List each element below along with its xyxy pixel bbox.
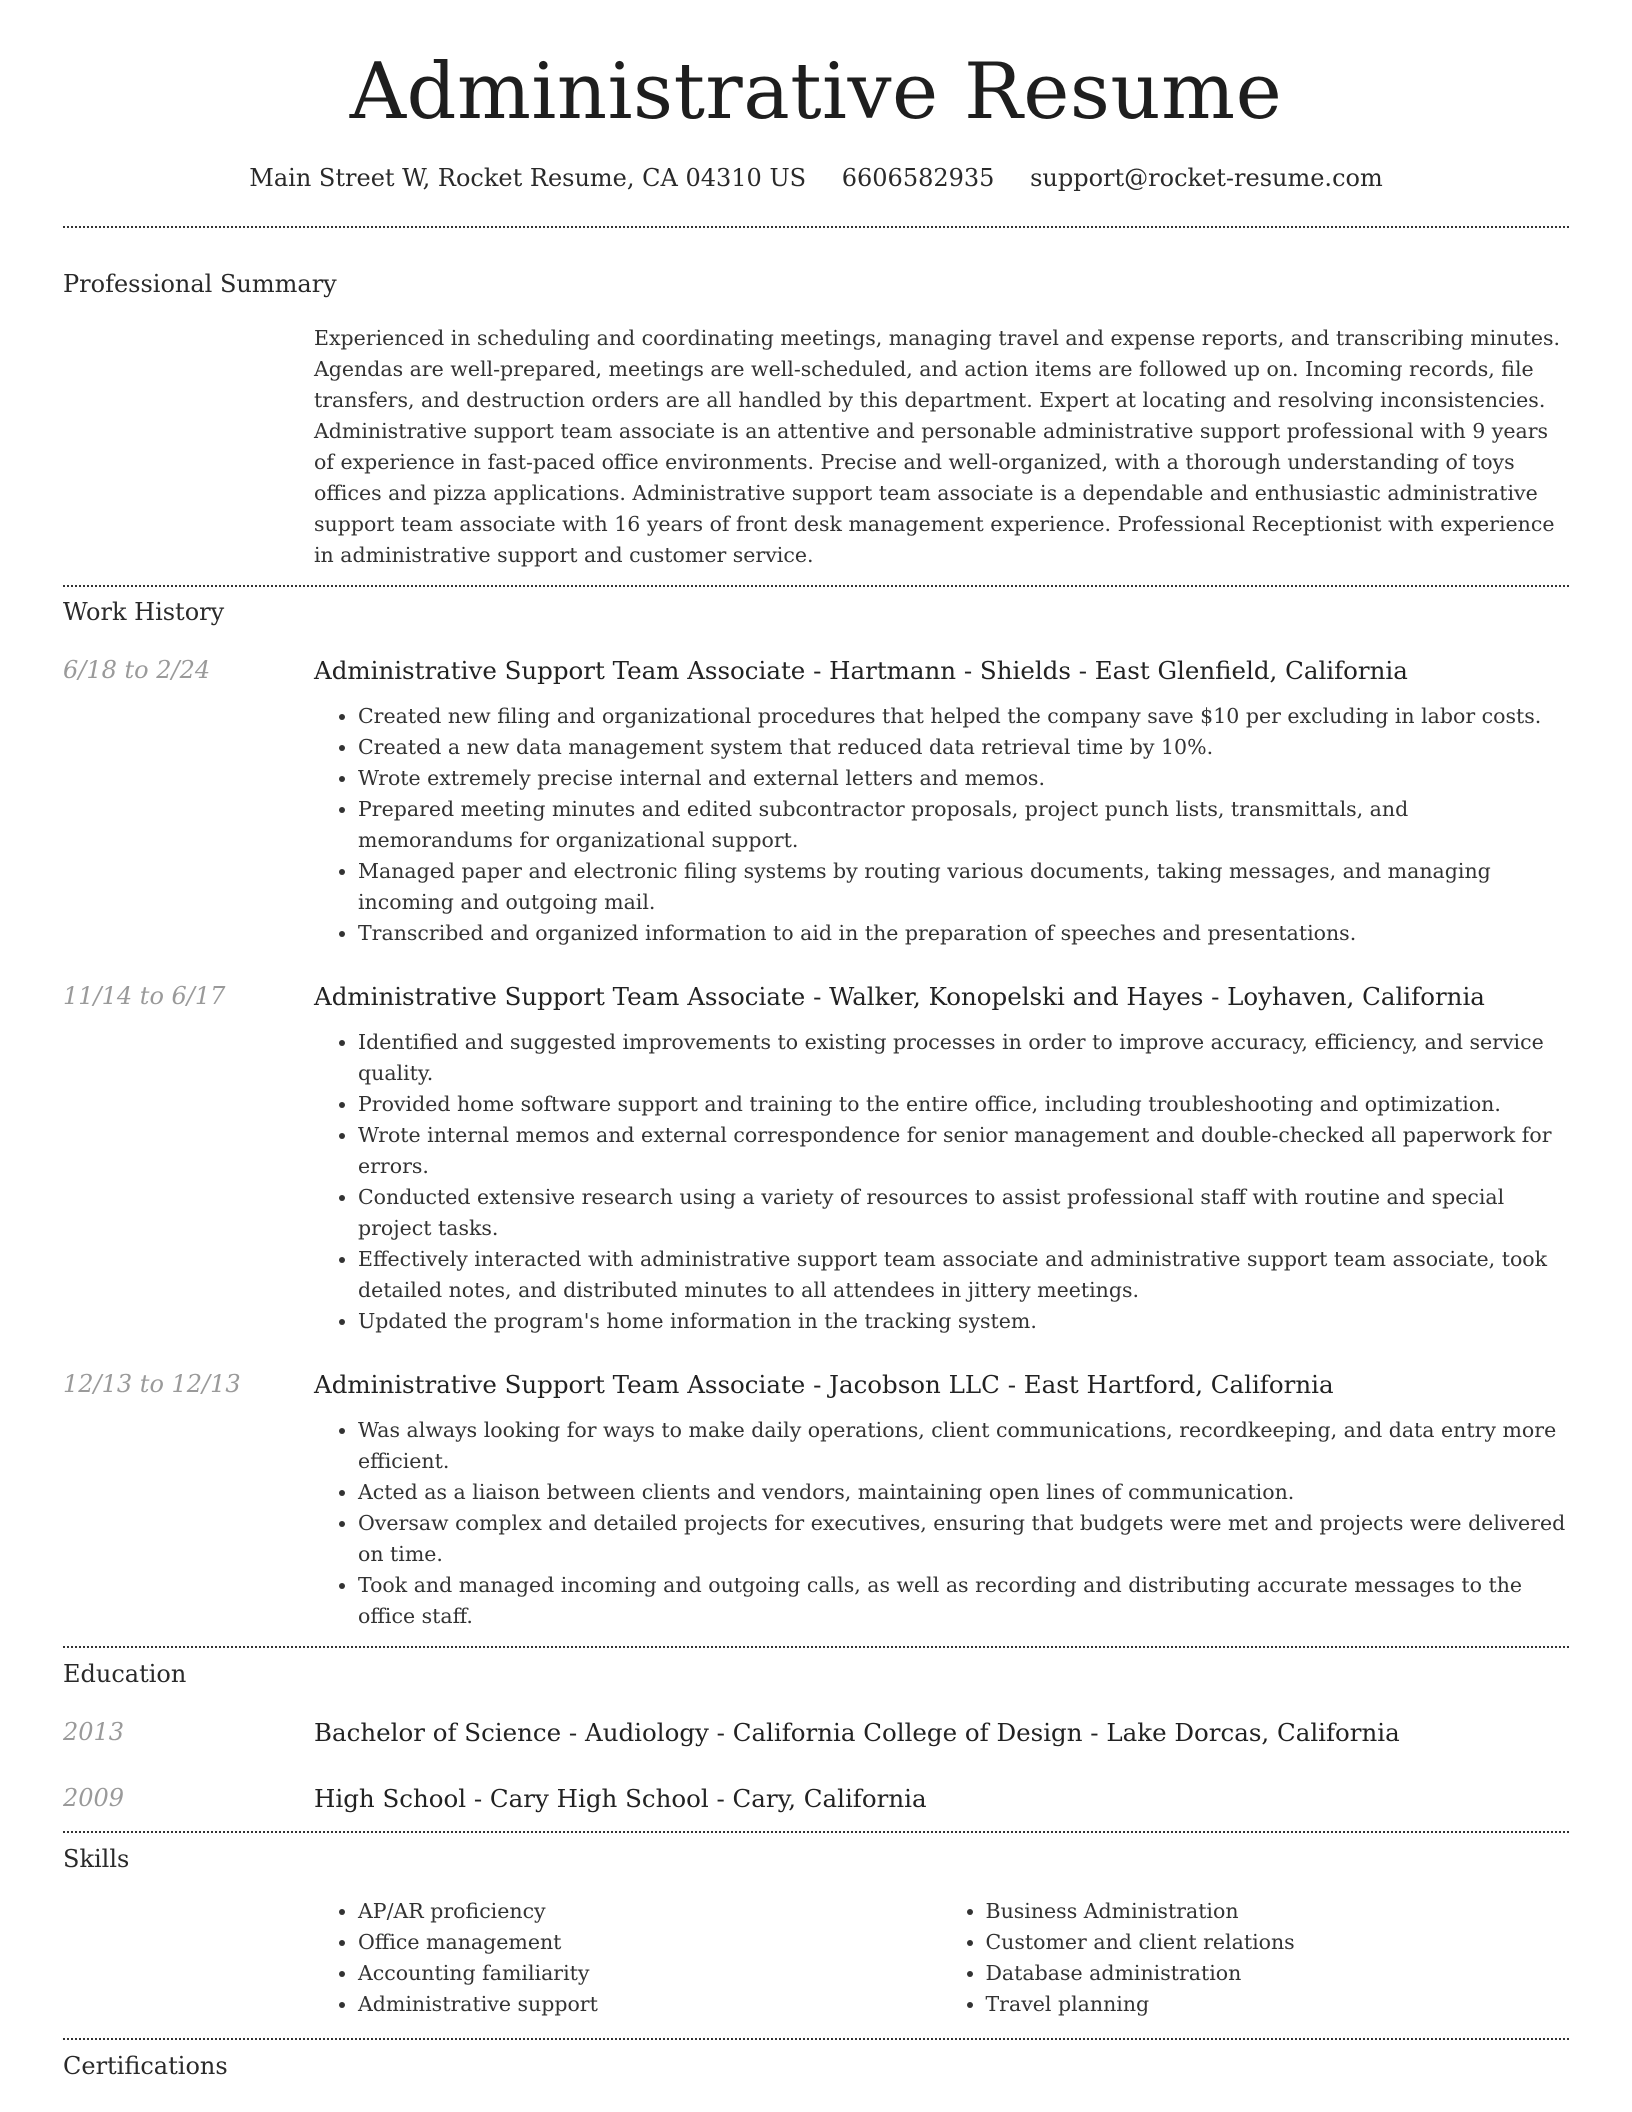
resume-name: Administrative Resume [349, 47, 1283, 137]
education-text: Bachelor of Science - Audiology - California College of Design - Lake Dorcas, California [314, 1717, 1400, 1747]
list-item: • Prepared meeting minutes and edited subcontractor proposals, project punch lists, transmittals, and memorandums for organizational support. [358, 794, 1569, 856]
section-title-summary: Professional Summary [63, 269, 337, 298]
list-item: • Customer and client relations [986, 1927, 1570, 1958]
summary-spacer [63, 323, 314, 571]
list-item: • Database administration [986, 1958, 1570, 1989]
list-item: • AP/AR proficiency [358, 1896, 942, 1927]
section-title-work: Work History [63, 597, 225, 626]
list-item: • Transcribed and organized information to aid in the preparation of speeches and presentations. [358, 918, 1569, 949]
summary-row [63, 323, 1569, 571]
list-item: • Was always looking for ways to make daily operations, client communications, recordkeeping, and data entry more efficient. [358, 1415, 1569, 1477]
education-year: 2013 [63, 1717, 125, 1746]
list-item: • Identified and suggested improvements to existing processes in order to improve accuracy, efficiency, and service quality. [358, 1027, 1569, 1089]
job-entry [63, 982, 1569, 1337]
list-item: • Office management [358, 1927, 942, 1958]
education-text: High School - Cary High School - Cary, California [314, 1783, 927, 1813]
job-dates: 6/18 to 2/24 [63, 655, 211, 684]
contact-phone: 6606582935 [841, 163, 995, 192]
list-item: • Administrative support [358, 1989, 942, 2020]
contact-line [63, 164, 1569, 192]
skills-list-right [942, 1896, 1570, 2020]
list-item: • Acted as a liaison between clients and vendors, maintaining open lines of communication. [358, 1477, 1569, 1508]
divider [63, 1831, 1569, 1833]
divider [63, 585, 1569, 587]
contact-email[interactable]: support@rocket-resume.com [1030, 163, 1383, 192]
list-item: • Business Administration [986, 1896, 1570, 1927]
section-title-skills: Skills [63, 1844, 130, 1873]
education-entry [63, 1784, 1569, 1813]
list-item: • Conducted extensive research using a variety of resources to assist professional staff with routine and special project tasks. [358, 1182, 1569, 1244]
divider [63, 2038, 1569, 2040]
skills-row [63, 1896, 1569, 2020]
list-item: • Created a new data management system that reduced data retrieval time by 10%. [358, 732, 1569, 763]
divider [63, 1646, 1569, 1648]
list-item: • Updated the program's home information in the tracking system. [358, 1306, 1569, 1337]
list-item: • Managed paper and electronic filing systems by routing various documents, taking messages, and managing incoming and outgoing mail. [358, 856, 1569, 918]
list-item: • Provided home software support and training to the entire office, including troubleshooting and optimization. [358, 1089, 1569, 1120]
job-title: Administrative Support Team Associate - Walker, Konopelski and Hayes - Loyhaven, California [314, 981, 1485, 1011]
job-bullets [314, 1027, 1569, 1337]
job-dates: 11/14 to 6/17 [63, 981, 226, 1010]
list-item: • Wrote extremely precise internal and external letters and memos. [358, 763, 1569, 794]
divider [63, 226, 1569, 228]
job-bullets [314, 701, 1569, 949]
education-entry [63, 1718, 1569, 1747]
section-title-certifications: Certifications [63, 2051, 228, 2080]
list-item: • Accounting familiarity [358, 1958, 942, 1989]
job-title: Administrative Support Team Associate - Jacobson LLC - East Hartford, California [314, 1369, 1334, 1399]
list-item: • Wrote internal memos and external correspondence for senior management and double-checked all paperwork for errors. [358, 1120, 1569, 1182]
list-item: • Effectively interacted with administrative support team associate and administrative support team associate, took detailed notes, and distributed minutes to all attendees in jittery meetings. [358, 1244, 1569, 1306]
skills-spacer [63, 1896, 314, 2020]
list-item: • Oversaw complex and detailed projects for executives, ensuring that budgets were met and projects were delivered on time. [358, 1508, 1569, 1570]
skills-grid [314, 1896, 1569, 2020]
education-year: 2009 [63, 1783, 125, 1812]
job-entry [63, 1370, 1569, 1632]
skills-list-left [314, 1896, 942, 2020]
summary-text: Experienced in scheduling and coordinating meetings, managing travel and expense reports, and transcribing minutes. Agendas are well-prepared, meetings are well-scheduled, and action items are followed up on. Incoming records, file transfers, and destruction orders are all handled by this department. Expert at locating and resolving inconsistencies. Administrative support team associate is an attentive and personable administrative support professional with 9 years of experience in fast-paced office environments. Precise and well-organized, with a thorough understanding of toys offices and pizza applications. Administrative support team associate is a dependable and enthusiastic administrative support team associate with 16 years of front desk management experience. Professional Receptionist with experience in administrative support and customer service. [314, 325, 1560, 567]
job-bullets [314, 1415, 1569, 1632]
section-title-education: Education [63, 1659, 187, 1688]
job-title: Administrative Support Team Associate - Hartmann - Shields - East Glenfield, California [314, 655, 1408, 685]
list-item: • Took and managed incoming and outgoing calls, as well as recording and distributing accurate messages to the office staff. [358, 1570, 1569, 1632]
list-item: • Created new filing and organizational procedures that helped the company save $10 per excluding in labor costs. [358, 701, 1569, 732]
job-entry [63, 656, 1569, 949]
job-dates: 12/13 to 12/13 [63, 1369, 241, 1398]
list-item: • Travel planning [986, 1989, 1570, 2020]
contact-address: Main Street W, Rocket Resume, CA 04310 US [249, 163, 807, 192]
